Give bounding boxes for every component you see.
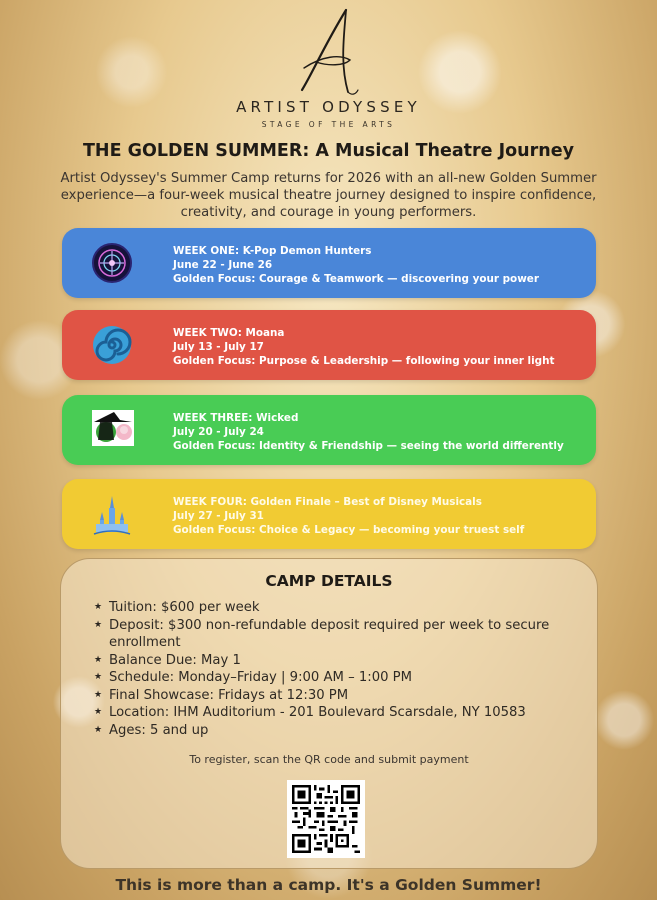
- week-four-focus: Golden Focus: Choice & Legacy — becoming your truest self: [173, 524, 525, 536]
- register-instructions: To register, scan the QR code and submit payment: [189, 753, 469, 766]
- list-item: ★ Deposit: $300 non-refundable deposit required per week to secure enrollment: [94, 617, 550, 650]
- page-title: THE GOLDEN SUMMER: A Musical Theatre Journey: [83, 141, 574, 161]
- brand-name: ARTIST ODYSSEY: [236, 98, 421, 116]
- camp-details-heading: CAMP DETAILS: [265, 572, 393, 590]
- registration-qr-code[interactable]: [287, 780, 365, 858]
- list-item: ★ Ages: 5 and up: [94, 722, 209, 738]
- week-two-focus: Golden Focus: Purpose & Leadership — following your inner light: [173, 355, 555, 367]
- week-two-dates: July 13 - July 17: [173, 341, 264, 353]
- week-three-title: WEEK THREE: Wicked: [173, 412, 299, 424]
- week-four-title: WEEK FOUR: Golden Finale – Best of Disney Musicals: [173, 496, 482, 508]
- week-card-four: [62, 479, 596, 549]
- week-one-dates: June 22 - June 26: [173, 259, 273, 271]
- star-bullet-icon: ★: [94, 619, 103, 630]
- list-item: ★ Schedule: Monday–Friday | 9:00 AM – 1:00 PM: [94, 670, 413, 685]
- list-item: ★ Location: IHM Auditorium - 201 Boulevard Scarsdale, NY 10583: [94, 705, 526, 720]
- week-three-focus: Golden Focus: Identity & Friendship — seeing the world differently: [173, 440, 564, 452]
- k-pop-emblem-icon: [92, 243, 132, 283]
- list-item: ★ Tuition: $600 per week: [94, 600, 260, 615]
- week-one-title: WEEK ONE: K-Pop Demon Hunters: [173, 245, 372, 257]
- camp-details-list: [95, 599, 579, 739]
- qr-code-icon: [292, 785, 360, 853]
- brand-tagline: STAGE OF THE ARTS: [261, 120, 396, 129]
- wicked-witch-icon: [92, 410, 132, 450]
- week-three-dates: July 20 - July 24: [173, 426, 264, 438]
- footer-tagline: This is more than a camp. It's a Golden Summer!: [115, 876, 542, 894]
- week-card-two: [62, 310, 596, 380]
- logo: [0, 6, 657, 129]
- star-bullet-icon: ★: [94, 672, 103, 682]
- intro-paragraph: Artist Odyssey's Summer Camp returns for 2026 with an all-new Golden Summer experience—a four-week musical theatre journey designed to inspire confidence, creativity, and courage in young performers.: [60, 171, 597, 220]
- week-two-title: WEEK TWO: Moana: [173, 327, 285, 339]
- moana-spiral-icon: [92, 325, 132, 365]
- star-bullet-icon: ★: [94, 602, 103, 612]
- star-bullet-icon: ★: [94, 689, 103, 700]
- star-bullet-icon: ★: [94, 707, 103, 717]
- list-item: ★ Balance Due: May 1: [94, 652, 241, 668]
- camp-details-panel: [60, 558, 598, 869]
- week-card-one: [62, 228, 596, 298]
- castle-icon: [92, 494, 132, 534]
- week-card-three: [62, 395, 596, 465]
- week-four-dates: July 27 - July 31: [173, 510, 264, 522]
- list-item: ★ Final Showcase: Fridays at 12:30 PM: [94, 687, 349, 703]
- week-one-focus: Golden Focus: Courage & Teamwork — discovering your power: [173, 273, 539, 285]
- artist-odyssey-logo-icon: [294, 6, 364, 98]
- star-bullet-icon: ★: [94, 654, 103, 665]
- star-bullet-icon: ★: [94, 724, 103, 735]
